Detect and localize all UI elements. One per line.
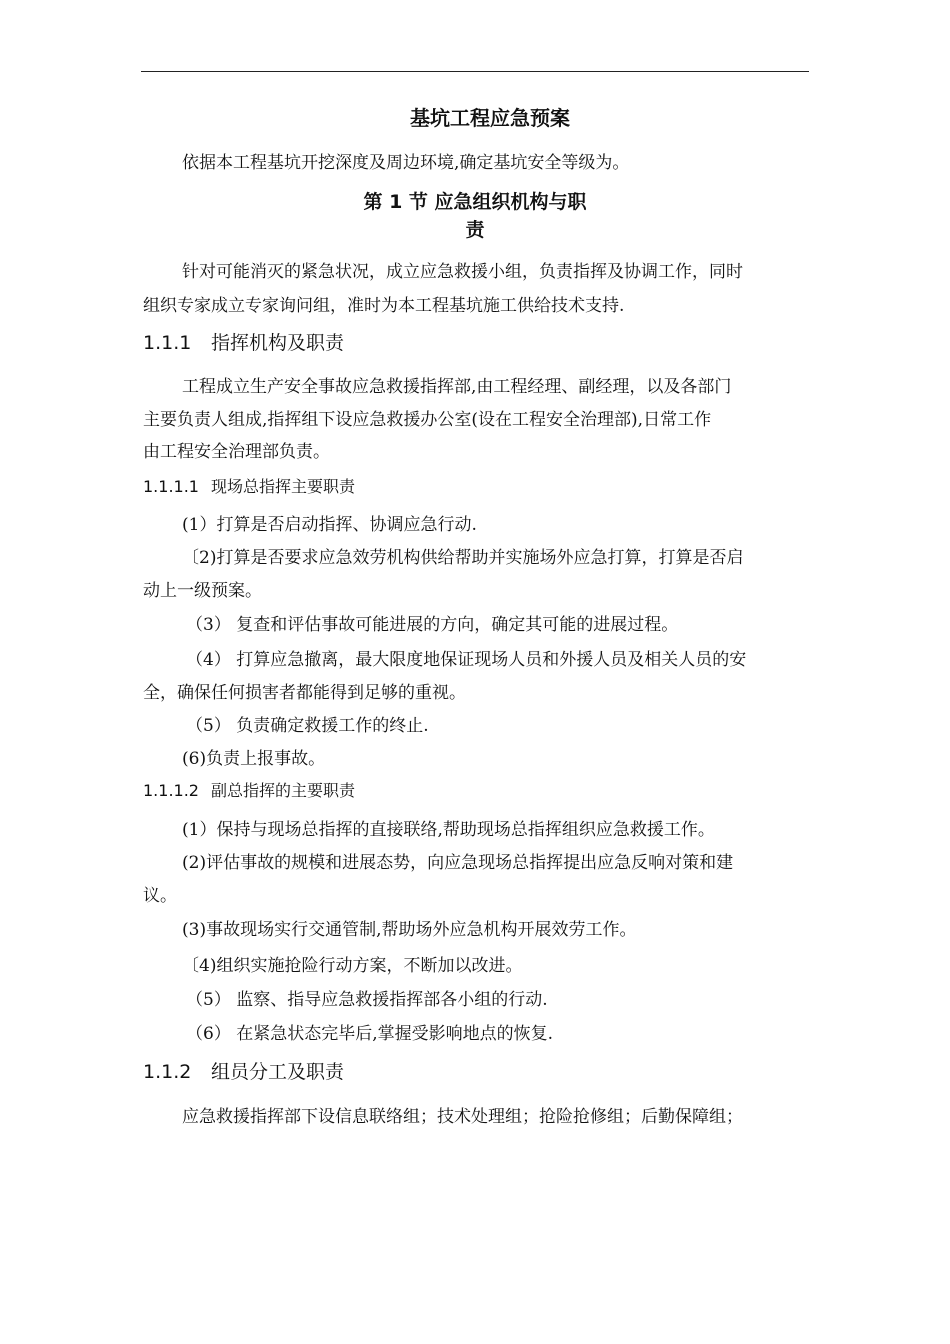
heading-number: 1.1.1 (143, 332, 192, 354)
section-heading-line1: 第 1 节 应急组织机构与职 (363, 191, 587, 213)
heading-text: 副总指挥的主要职责 (211, 781, 356, 800)
heading-number: 1.1.2 (143, 1061, 192, 1083)
heading-text: 指挥机构及职责 (211, 332, 345, 354)
vice-duty-item-5: （5） 监察、指导应急救援指挥部各小组的行动. (186, 990, 548, 1010)
vice-duty-item-3: (3)事故现场实行交通管制,帮助场外应急机构开展效劳工作。 (182, 920, 637, 940)
duty-item-6: (6)负责上报事故。 (182, 749, 326, 769)
intro-paragraph: 依据本工程基坑开挖深度及周边环境,确定基坑安全等级为。 (182, 153, 630, 173)
heading-text: 组员分工及职责 (211, 1061, 345, 1083)
duty-item-1: (1）打算是否启动指挥、协调应急行动. (182, 515, 477, 535)
header-rule (141, 71, 809, 72)
vice-duty-item-2-line1: (2)评估事故的规模和进展态势，向应急现场总指挥提出应急反响对策和建 (182, 853, 734, 873)
paragraph-1-line2: 组织专家成立专家询问组，准时为本工程基坑施工供给技术支持. (143, 296, 625, 316)
paragraph-3-line1: 应急救援指挥部下设信息联络组；技术处理组；抢险抢修组；后勤保障组； (182, 1107, 743, 1127)
vice-duty-item-1: (1）保持与现场总指挥的直接联络,帮助现场总指挥组织应急救援工作。 (182, 820, 715, 840)
heading-number: 1.1.1.2 (143, 781, 199, 800)
paragraph-1-line1: 针对可能消灭的紧急状况，成立应急救援小组，负责指挥及协调工作，同时 (182, 262, 743, 282)
vice-duty-item-6: （6） 在紧急状态完毕后,掌握受影响地点的恢复. (186, 1024, 554, 1044)
duty-item-4-line1: （4） 打算应急撤离，最大限度地保证现场人员和外援人员及相关人员的安 (186, 650, 747, 670)
heading-number: 1.1.1.1 (143, 477, 199, 496)
vice-duty-item-4: 〔4)组织实施抢险行动方案，不断加以改进。 (182, 956, 523, 976)
paragraph-2-line2: 主要负责人组成,指挥组下设应急救援办公室(设在工程安全治理部),日常工作 (143, 410, 712, 430)
heading-1-1-1 (143, 331, 344, 355)
paragraph-2-line1: 工程成立生产安全事故应急救援指挥部,由工程经理、副经理，以及各部门 (182, 377, 732, 397)
duty-item-5: （5） 负责确定救援工作的终止. (186, 716, 429, 736)
section-heading-line2: 责 (465, 219, 485, 241)
duty-item-3: （3） 复查和评估事故可能进展的方向，确定其可能的进展过程。 (186, 615, 679, 635)
paragraph-2-line3: 由工程安全治理部负责。 (143, 442, 330, 462)
duty-item-2-line2: 动上一级预案。 (143, 581, 262, 601)
heading-1-1-2 (143, 1060, 344, 1084)
heading-1-1-1-2 (143, 781, 355, 801)
document-title: 基坑工程应急预案 (410, 106, 570, 130)
vice-duty-item-2-line2: 议。 (143, 886, 177, 906)
duty-item-4-line2: 全，确保任何损害者都能得到足够的重视。 (143, 683, 466, 703)
duty-item-2-line1: 〔2)打算是否要求应急效劳机构供给帮助并实施场外应急打算，打算是否启 (182, 548, 744, 568)
heading-1-1-1-1 (143, 477, 355, 497)
heading-text: 现场总指挥主要职责 (211, 477, 356, 496)
